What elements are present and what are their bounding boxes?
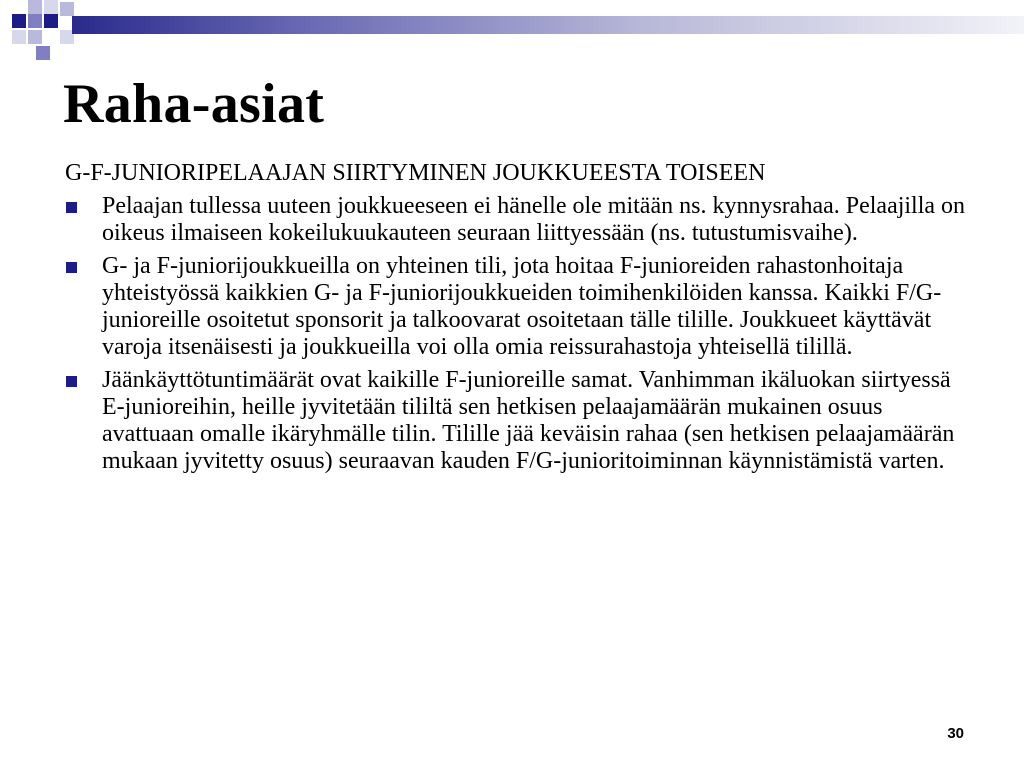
deco-square xyxy=(12,14,26,28)
deco-square xyxy=(44,0,58,14)
list-item-text: Jäänkäyttötuntimäärät ovat kaikille F-junioreille samat. Vanhimman ikäluokan siirtyessä E-junioreihin, heille jyvitetään tililtä sen hetkisen pelaajamäärän mukainen osuus avattuaan omalle ikäryhmälle tilin. Tilille jää keväisin rahaa (sen hetkisen pelaajamäärän mukaan jyvitetty osuus) seuraavan kauden F/G-junioritoiminnan käynnistämistä varten. xyxy=(102,367,955,474)
slide-content xyxy=(65,160,970,481)
section-heading: G-F-JUNIORIPELAAJAN SIIRTYMINEN JOUKKUEESTA TOISEEN xyxy=(65,160,766,186)
deco-square xyxy=(36,46,50,60)
list-item xyxy=(65,253,970,361)
header-gradient-bar xyxy=(72,16,1024,34)
deco-square xyxy=(44,14,58,28)
bullet-square-icon xyxy=(66,376,77,387)
bullet-square-icon xyxy=(66,262,77,273)
list-item xyxy=(65,193,970,247)
deco-square xyxy=(28,0,42,14)
bullet-list xyxy=(65,193,970,475)
deco-square xyxy=(12,30,26,44)
list-item-text: G- ja F-juniorijoukkueilla on yhteinen tili, jota hoitaa F-junioreiden rahastonhoitaja yhteistyössä kaikkien G- ja F-juniorijoukkueiden toimihenkilöiden kanssa. Kaikki F/G-junioreille osoitetut sponsorit ja talkoovarat osoitetaan tälle tilille. Joukkueet käyttävät varoja itsenäisesti ja joukkueilla voi olla omia reissurahastoja yhteisellä tilillä. xyxy=(102,253,942,360)
deco-square xyxy=(28,14,42,28)
deco-square xyxy=(28,30,42,44)
deco-square xyxy=(60,2,74,16)
list-item-text: Pelaajan tullessa uuteen joukkueeseen ei hänelle ole mitään ns. kynnysrahaa. Pelaajilla on oikeus ilmaiseen kokeilukuukauteen seuraan liittyessään (ns. tutustumisvaihe). xyxy=(102,193,966,246)
bullet-square-icon xyxy=(66,202,77,213)
decorative-squares xyxy=(0,0,80,65)
page-number: 30 xyxy=(947,725,964,742)
slide-title: Raha-asiat xyxy=(63,73,325,135)
list-item xyxy=(65,367,970,475)
